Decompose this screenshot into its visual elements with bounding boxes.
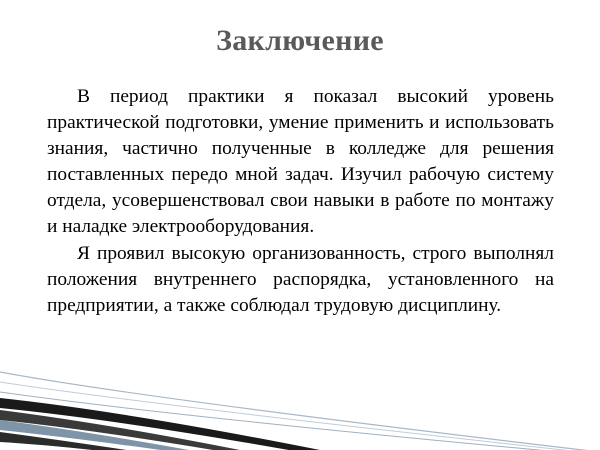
slide-body <box>47 84 554 319</box>
paragraph: Я проявил высокую организованность, строго выполнял положения внутреннего распорядка, установленного на предприятии, а также соблюдал трудовую дисциплину. <box>47 242 554 316</box>
slide-title: Заключение <box>216 24 384 57</box>
paragraph: В период практики я показал высокий уровень практической подготовки, умение применить и использовать знания, частично полученные в колледже для решения поставленных передо мной задач. Изучил рабочую систему отдела, усовершенствовал свои навыки в работе по монтажу и наладке электрооборудования. <box>47 86 554 238</box>
